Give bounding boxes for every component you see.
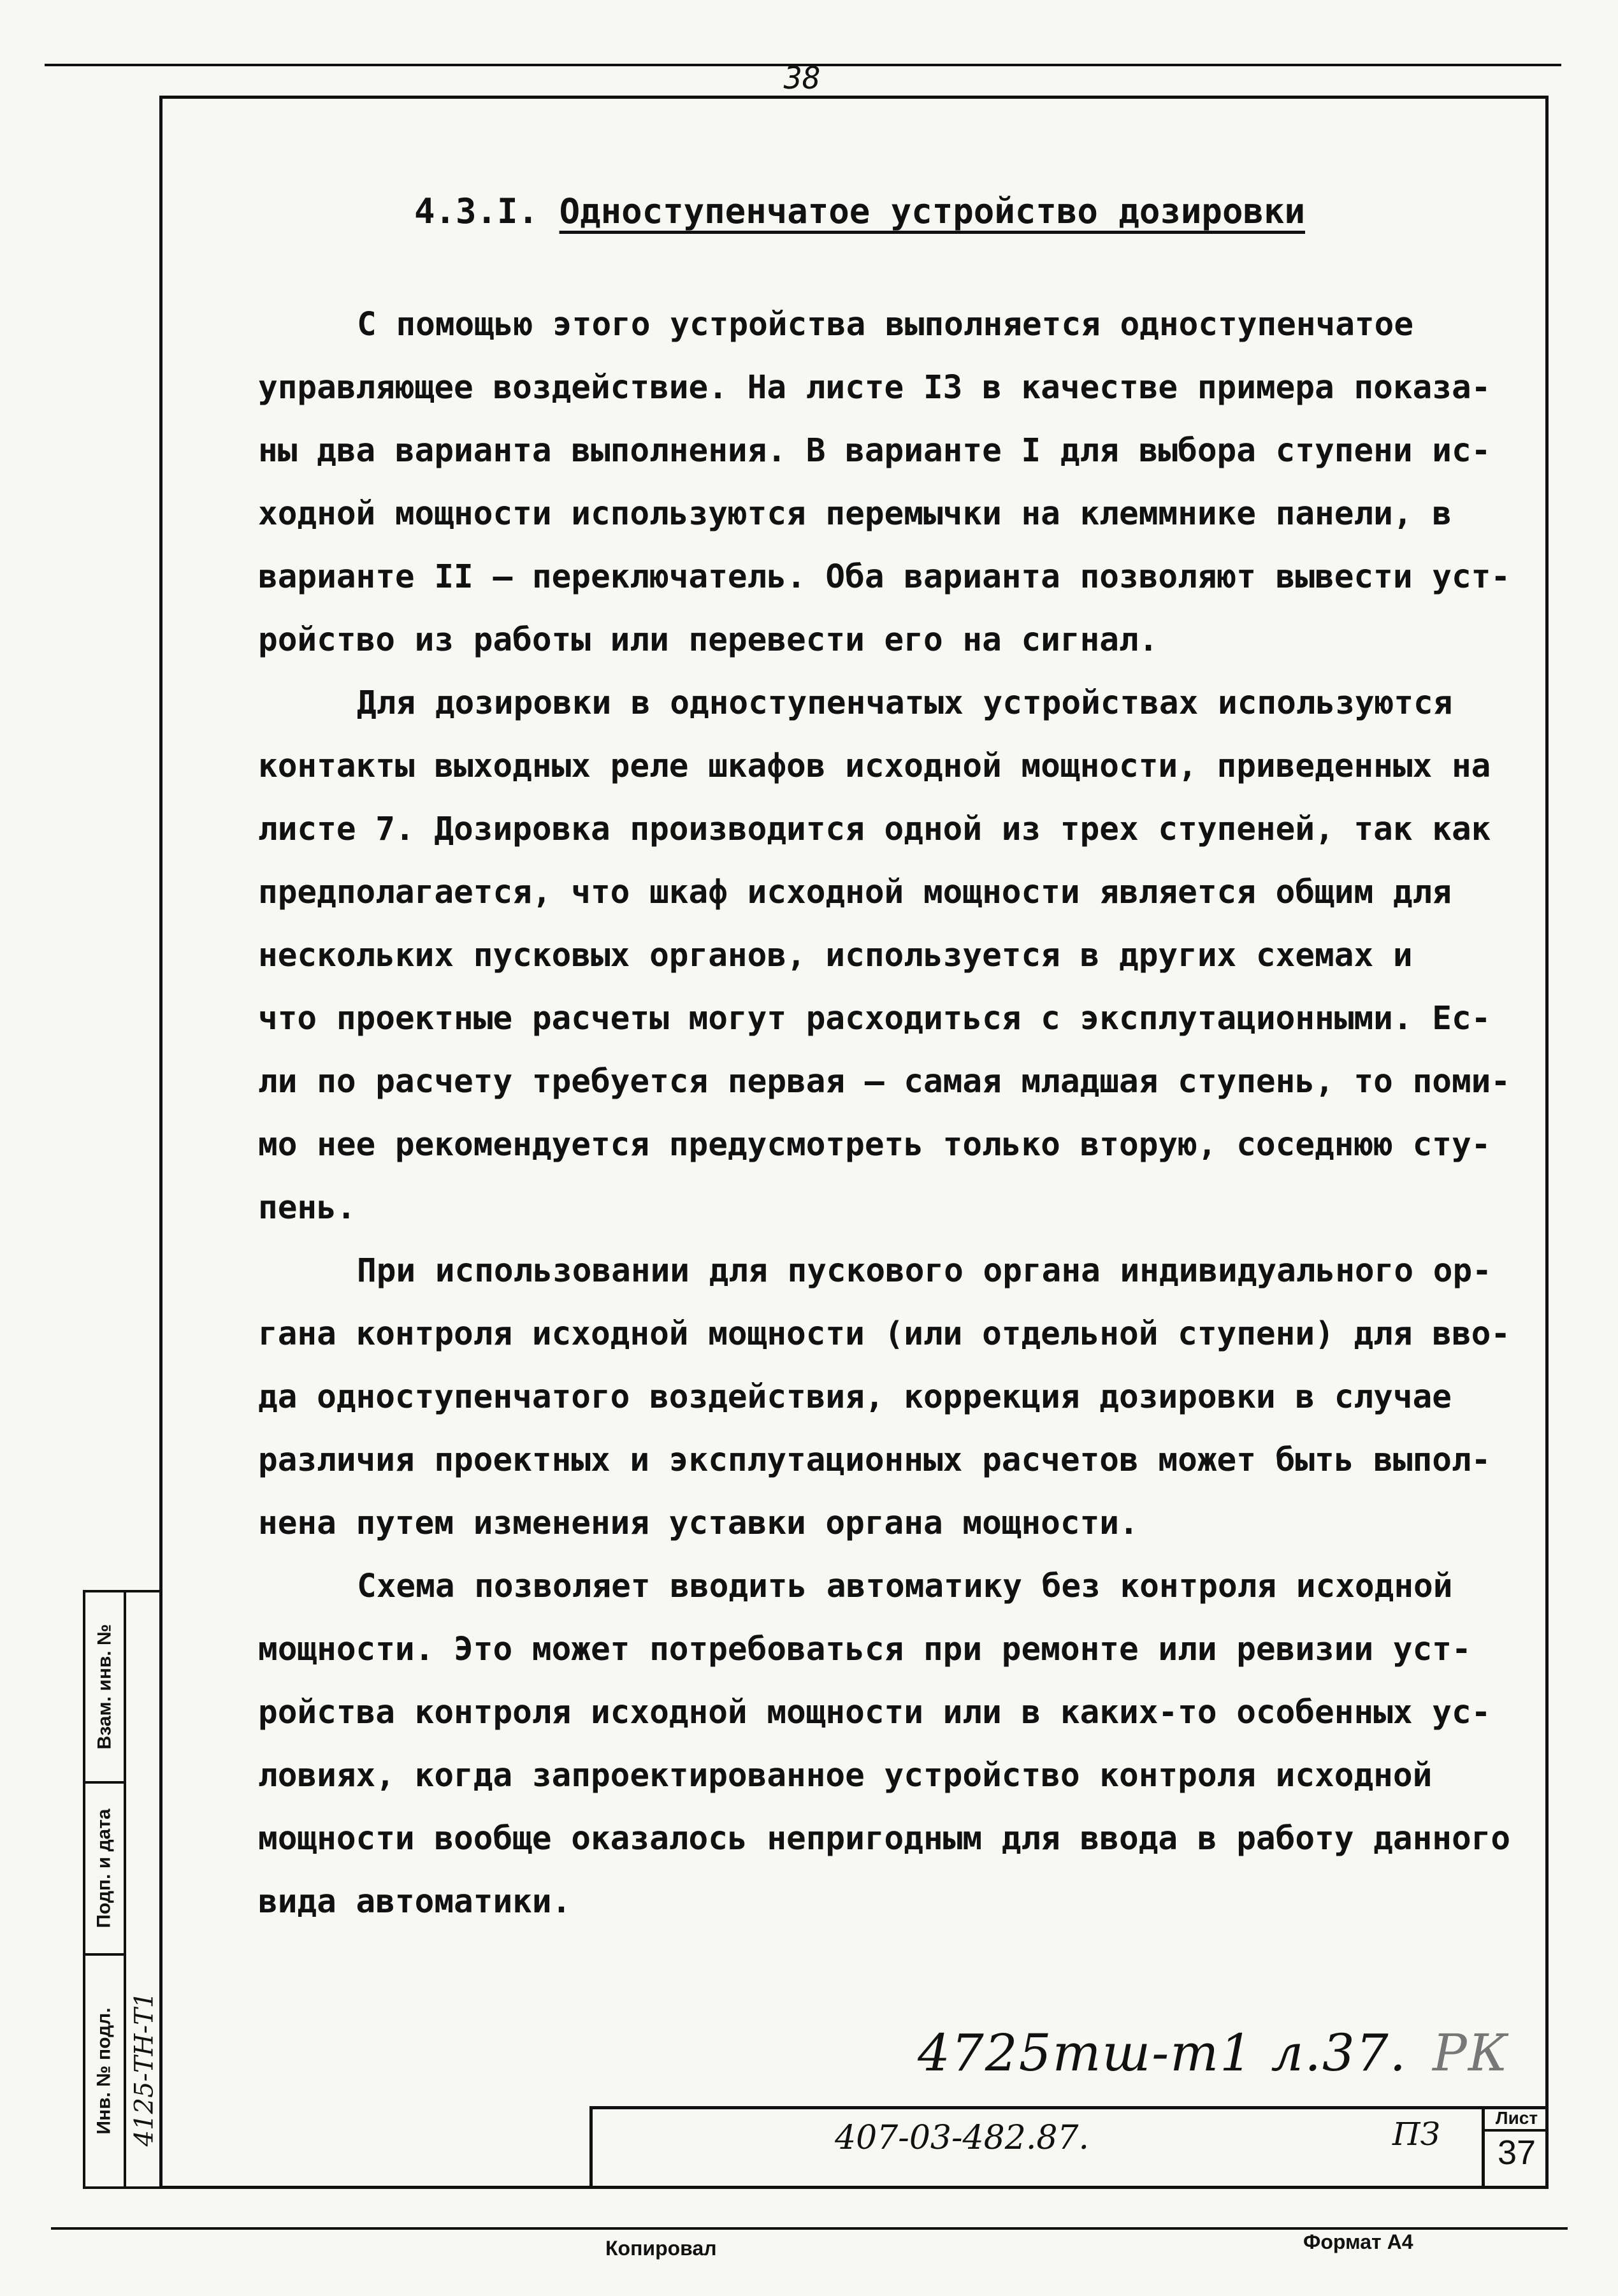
document-type: ПЗ — [1392, 2116, 1440, 2153]
section-number: 4.3.I. — [414, 191, 539, 231]
inv-podl-cell — [85, 1956, 124, 2186]
text-line: различия проектных и эксплутационных расчетов может быть выпол- — [258, 1441, 1491, 1479]
text-line: гана контроля исходной мощности (или отдельной ступени) для вво- — [258, 1315, 1511, 1353]
text-line: Для дозировки в одноступенчатых устройствах используются — [357, 684, 1453, 722]
bottom-rule — [51, 2227, 1568, 2230]
document-code: 407-03-482.87. — [835, 2119, 1090, 2157]
text-line: пень. — [258, 1189, 356, 1227]
text-line: При использовании для пускового органа индивидуального ор- — [357, 1252, 1492, 1290]
text-line: мощности вообще оказалось непригодным для ввода в работу данного — [258, 1820, 1511, 1858]
page-number: 38 — [784, 61, 821, 96]
text-line: предполагается, что шкаф исходной мощности является общим для — [258, 874, 1452, 911]
inv-number-cell — [126, 1949, 163, 2188]
text-line: ройства контроля исходной мощности или в каких-то особенных ус- — [258, 1694, 1491, 1731]
section-heading — [414, 191, 1305, 231]
text-line: мо нее рекомендуется предусмотреть только вторую, соседнюю сту- — [258, 1126, 1491, 1164]
text-line: нескольких пусковых органов, используется в других схемах и — [258, 937, 1413, 974]
text-line: управляющее воздействие. На листе I3 в качестве примера показа- — [258, 369, 1491, 407]
text-line: контакты выходных реле шкафов исходной мощности, приведенных на — [258, 747, 1491, 785]
sheet-box — [1482, 2106, 1549, 2189]
text-line: листе 7. Дозировка производится одной из трех ступеней, так как — [258, 811, 1491, 848]
sheet-number: 37 — [1497, 2134, 1536, 2172]
inv-podl-label: Инв. № подл. — [94, 2007, 115, 2135]
text-line: нена путем изменения уставки органа мощности. — [258, 1505, 1139, 1542]
podp-data-label: Подп. и дата — [94, 1809, 115, 1928]
vzam-inv-label: Взам. инв. № — [94, 1624, 115, 1750]
text-line: мощности. Это может потребоваться при ремонте или ревизии уст- — [258, 1631, 1471, 1668]
inv-number: 4125-ТН-Т1 — [129, 1991, 159, 2146]
section-title: Одноступенчатое устройство дозировки — [559, 191, 1305, 231]
handwritten-ref: 4725тш-т1 л.37. — [918, 2023, 1408, 2083]
text-line: ходной мощности используются перемычки на клеммнике панели, в — [258, 495, 1452, 533]
text-line: варианте II – переключатель. Оба варианта позволяют вывести уст- — [258, 558, 1511, 596]
text-line: ловиях, когда запроектированное устройство контроля исходной — [258, 1757, 1433, 1794]
text-line: что проектные расчеты могут расходиться с эксплутационными. Ес- — [258, 1000, 1491, 1037]
body-text — [258, 293, 1510, 1933]
format-label: Формат А4 — [1303, 2230, 1413, 2253]
text-line: ли по расчету требуется первая – самая младшая ступень, то поми- — [258, 1063, 1511, 1101]
text-line: Схема позволяет вводить автоматику без контроля исходной — [357, 1568, 1453, 1605]
vzam-inv-cell — [85, 1592, 124, 1784]
text-line: да одноступенчатого воздействия, коррекция дозировки в случае — [258, 1378, 1452, 1416]
text-line: С помощью этого устройства выполняется одноступенчатое — [357, 306, 1414, 343]
text-line: ны два варианта выполнения. В варианте I для выбора ступени ис- — [258, 432, 1491, 470]
copied-by-label: Копировал — [605, 2237, 717, 2260]
side-stamp — [83, 1590, 163, 2189]
handwritten-reference — [918, 2023, 1509, 2083]
handwritten-initials: РК — [1433, 2023, 1509, 2083]
text-line: вида автоматики. — [258, 1883, 572, 1921]
sheet-label: Лист — [1485, 2106, 1549, 2132]
text-line: ройство из работы или перевести его на сигнал. — [258, 621, 1159, 659]
podp-data-cell — [85, 1784, 124, 1956]
